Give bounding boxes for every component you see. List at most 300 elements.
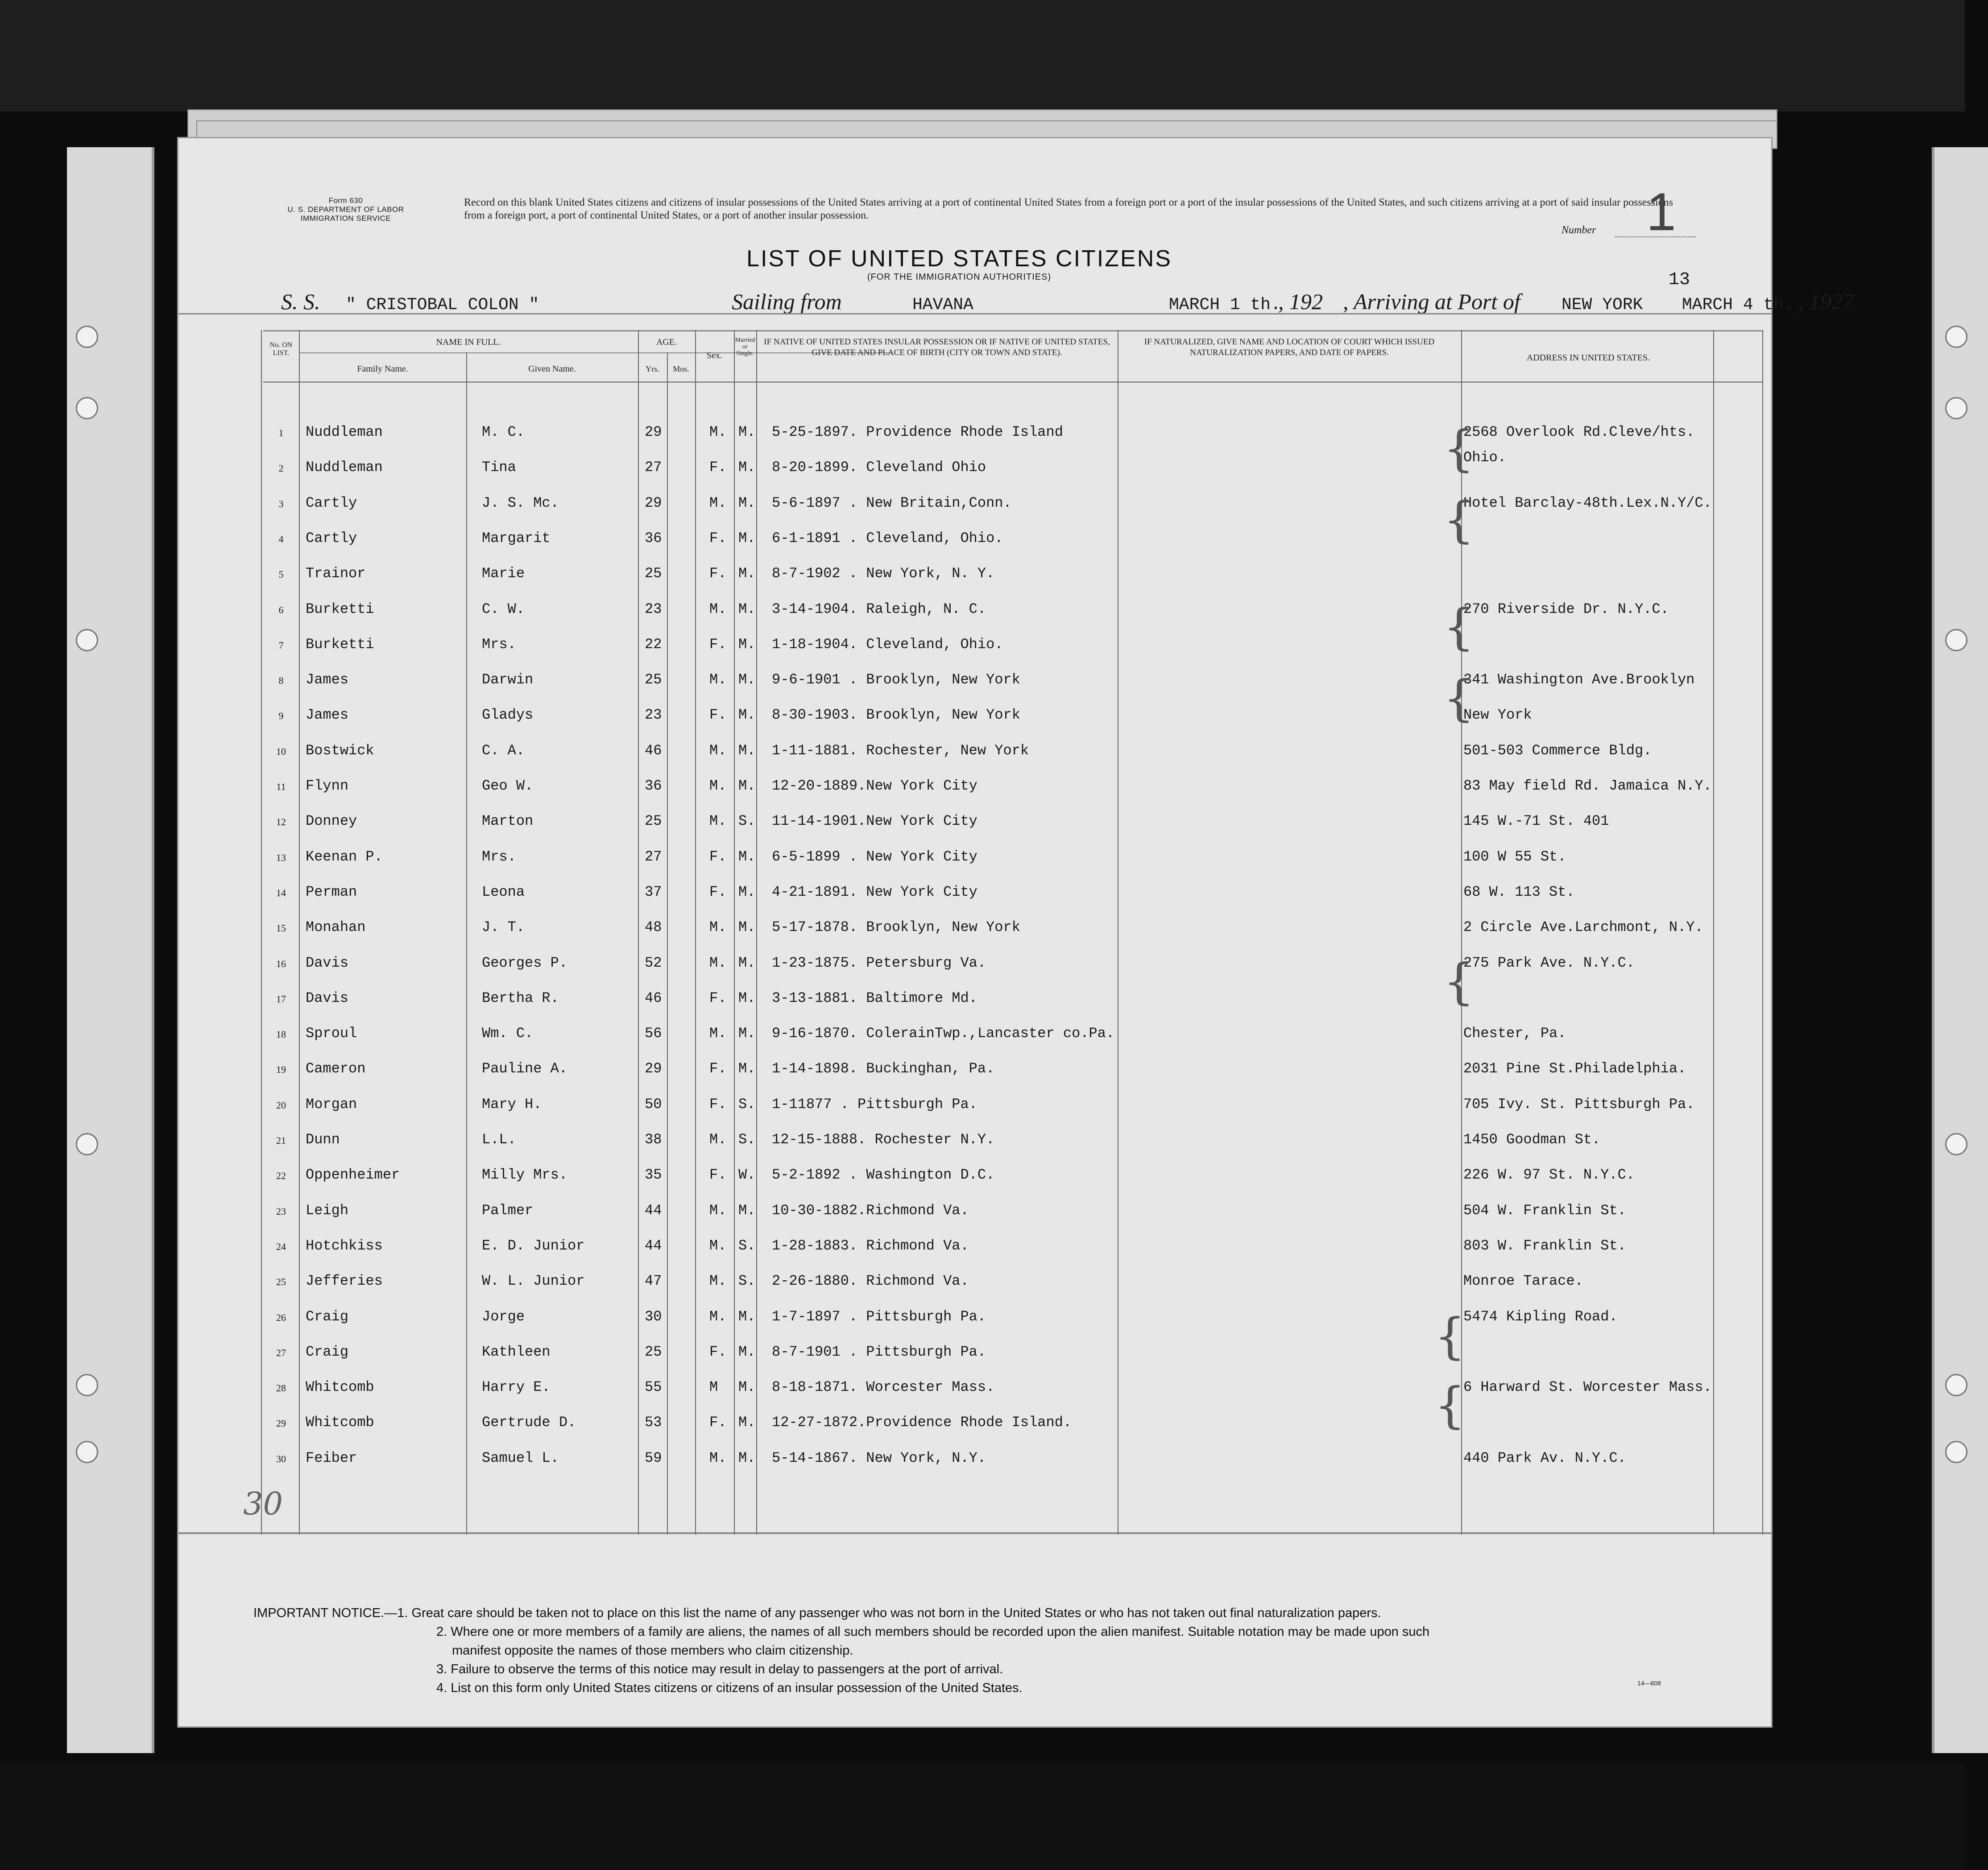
address-cell: 5474 Kipling Road. (1463, 1308, 1618, 1325)
brace-mark: { (1443, 491, 1474, 548)
record-instruction: Record on this blank United States citizens and citizens of insular possessions of the United States arriving at a port of continental United States from a foreign port or a port of the insular possessions of the United States, and such citizens arriving at a port of said insular possessions from a foreign port, a port of continental United States, or a port of another insular possession. (464, 197, 1673, 221)
row-number: 10 (276, 745, 286, 757)
family-name-cell: Flynn (306, 778, 349, 794)
to-port: NEW YORK (1561, 295, 1643, 314)
family-name-cell: Oppenheimer (306, 1167, 400, 1183)
birth-cell: 5-6-1897 . New Britain,Conn. (772, 494, 1012, 511)
row-number: 12 (276, 816, 286, 828)
marital-status-cell: M. (738, 530, 756, 546)
binder-hole (76, 1441, 98, 1463)
marital-status-cell: M. (738, 1202, 756, 1219)
birth-cell: 10-30-1882.Richmond Va. (772, 1202, 969, 1219)
sex-cell: F. (709, 459, 727, 476)
given-name-cell: J. T. (482, 919, 525, 936)
birth-cell: 11-14-1901.New York City (772, 813, 977, 830)
family-name-cell: Monahan (306, 919, 366, 936)
row-number: 1 (278, 427, 284, 439)
film-border-top (0, 0, 1965, 112)
page-subtitle: (FOR THE IMMIGRATION AUTHORITIES) (867, 272, 1052, 282)
row-number: 25 (276, 1276, 286, 1288)
address-cell: 341 Washington Ave.Brooklyn (1463, 671, 1695, 688)
birth-cell: 5-17-1878. Brooklyn, New York (772, 919, 1020, 936)
marital-status-cell: W. (738, 1167, 756, 1183)
given-name-cell: Samuel L. (482, 1449, 559, 1466)
address-cell: 440 Park Av. N.Y.C. (1463, 1449, 1626, 1466)
marital-status-cell: M. (738, 565, 756, 582)
given-name-cell: Margarit (482, 530, 551, 546)
header-no-on-list: No. ON LIST. (269, 341, 293, 357)
birth-cell: 12-15-1888. Rochester N.Y. (772, 1131, 995, 1148)
given-name-cell: Leona (482, 883, 525, 900)
brace-mark: { (1443, 598, 1474, 655)
row-number: 22 (276, 1170, 286, 1182)
address-cell: 83 May field Rd. Jamaica N.Y. (1463, 778, 1712, 794)
age-cell: 25 (645, 813, 662, 830)
age-cell: 38 (645, 1131, 662, 1148)
row-number: 26 (276, 1311, 286, 1323)
address-cell: New York (1463, 707, 1532, 724)
binder-hole (76, 629, 98, 651)
address-cell: Chester, Pa. (1463, 1025, 1566, 1042)
binder-hole (1945, 326, 1967, 348)
film-border-bottom (0, 1762, 1965, 1870)
age-cell: 50 (645, 1096, 662, 1113)
row-number: 6 (278, 604, 284, 616)
birth-cell: 1-11877 . Pittsburgh Pa. (772, 1096, 977, 1113)
age-cell: 46 (645, 989, 662, 1006)
form-header (272, 196, 419, 223)
notice-heading: IMPORTANT NOTICE. (253, 1606, 385, 1620)
brace-mark: { (1443, 670, 1474, 727)
col-rule (299, 330, 300, 1535)
family-name-cell: Davis (306, 989, 349, 1006)
marital-status-cell: M. (738, 989, 756, 1006)
sex-cell: M. (709, 1025, 727, 1042)
birth-cell: 8-20-1899. Cleveland Ohio (772, 459, 986, 476)
binder-hole (76, 397, 98, 419)
sex-cell: M. (709, 1273, 727, 1290)
address-cell: Hotel Barclay-48th.Lex.N.Y/C. (1463, 494, 1712, 511)
brace-mark: { (1443, 420, 1474, 477)
header-address: ADDRESS IN UNITED STATES. (1526, 353, 1650, 363)
binder-strip-right (1932, 147, 1988, 1753)
family-name-cell: Keenan P. (306, 848, 383, 865)
marital-status-cell: M. (738, 883, 756, 900)
sex-cell: F. (709, 883, 727, 900)
row-number: 3 (278, 498, 284, 509)
row-number: 24 (276, 1241, 286, 1252)
family-name-cell: Whitcomb (306, 1379, 374, 1396)
birth-cell: 9-6-1901 . Brooklyn, New York (772, 671, 1020, 688)
given-name-cell: Geo W. (482, 778, 534, 794)
marital-status-cell: M. (738, 1060, 756, 1077)
header-family-name: Family Name. (357, 364, 408, 374)
voyage-line (281, 288, 1854, 314)
given-name-cell: L.L. (482, 1131, 516, 1148)
form-code: 14—608 (1637, 1680, 1661, 1687)
col-rule (638, 330, 639, 1535)
row-number: 7 (278, 639, 284, 651)
sex-cell: M. (709, 813, 727, 830)
page-number: 13 (1669, 270, 1690, 290)
marital-status-cell: M. (738, 424, 756, 440)
marital-status-cell: M. (738, 1025, 756, 1042)
from-port: HAVANA (912, 295, 973, 314)
header-married-single: Married or Single. (735, 337, 755, 357)
marital-status-cell: M. (738, 671, 756, 688)
birth-cell: 4-21-1891. New York City (772, 883, 977, 900)
marital-status-cell: M. (738, 1379, 756, 1396)
brace-mark: { (1434, 1377, 1466, 1434)
sex-cell: F. (709, 636, 727, 653)
address-cell: 275 Park Ave. N.Y.C. (1463, 954, 1635, 971)
age-cell: 55 (645, 1379, 662, 1396)
number-value: 1 (1646, 182, 1676, 242)
family-name-cell: Burketti (306, 600, 374, 617)
age-cell: 48 (645, 919, 662, 936)
given-name-cell: Gertrude D. (482, 1414, 576, 1431)
family-name-cell: Davis (306, 954, 349, 971)
row-number: 2 (278, 463, 284, 474)
binder-hole (76, 1133, 98, 1155)
address-cell: 270 Riverside Dr. N.Y.C. (1463, 600, 1669, 617)
header-mos: Mos. (673, 364, 689, 373)
birth-cell: 8-18-1871. Worcester Mass. (772, 1379, 995, 1396)
marital-status-cell: M. (738, 1449, 756, 1466)
row-number: 23 (276, 1205, 286, 1217)
table-top-border (263, 330, 1762, 331)
birth-cell: 6-5-1899 . New York City (772, 848, 977, 865)
header-given-name: Given Name. (528, 364, 576, 374)
age-cell: 59 (645, 1449, 662, 1466)
given-name-cell: Palmer (482, 1202, 534, 1219)
age-cell: 25 (645, 565, 662, 582)
sex-cell: M. (709, 600, 727, 617)
col-rule (756, 330, 757, 1535)
family-name-cell: Bostwick (306, 742, 374, 759)
address-cell: 6 Harward St. Worcester Mass. (1463, 1379, 1712, 1396)
binder-hole (1945, 1441, 1967, 1463)
age-cell: 27 (645, 848, 662, 865)
sex-cell: F. (709, 1414, 727, 1431)
given-name-cell: M. C. (482, 424, 525, 440)
col-rule (1713, 330, 1714, 1535)
marital-status-cell: M. (738, 1308, 756, 1325)
marital-status-cell: M. (738, 494, 756, 511)
arrive-year: , 1927 (1798, 289, 1854, 314)
age-cell: 37 (645, 883, 662, 900)
header-sex: Sex. (707, 351, 722, 360)
voyage-underline (178, 313, 1771, 314)
family-name-cell: Sproul (306, 1025, 357, 1042)
birth-cell: 3-13-1881. Baltimore Md. (772, 989, 977, 1006)
given-name-cell: W. L. Junior (482, 1273, 585, 1290)
birth-cell: 8-30-1903. Brooklyn, New York (772, 707, 1020, 724)
marital-status-cell: S. (738, 1131, 756, 1148)
family-name-cell: Dunn (306, 1131, 340, 1148)
year-prefix: , 192 (1278, 289, 1323, 314)
header-yrs: Yrs. (646, 364, 659, 373)
age-cell: 36 (645, 530, 662, 546)
sex-cell: F. (709, 1096, 727, 1113)
brace-mark: { (1443, 953, 1474, 1010)
family-name-cell: Cameron (306, 1060, 366, 1077)
birth-cell: 12-20-1889.New York City (772, 778, 977, 794)
given-name-cell: Marie (482, 565, 525, 582)
header-bottom-border (263, 381, 1762, 383)
sex-cell: M. (709, 1202, 727, 1219)
address-cell: 226 W. 97 St. N.Y.C. (1463, 1167, 1635, 1183)
notice-item-1: —1. Great care should be taken not to place on this list the name of any passenger who was not born in the United States or who has not taken out final naturalization papers. (384, 1606, 1381, 1620)
page-title: LIST OF UNITED STATES CITIZENS (746, 246, 1172, 272)
notice-item-2-cont: manifest opposite the names of those members who claim citizenship. (452, 1643, 853, 1658)
sex-cell: F. (709, 565, 727, 582)
notice-line-1 (253, 1604, 1726, 1622)
family-name-cell: James (306, 707, 349, 724)
marital-status-cell: M. (738, 600, 756, 617)
age-cell: 29 (645, 1060, 662, 1077)
age-cell: 46 (645, 742, 662, 759)
marital-status-cell: M. (738, 1414, 756, 1431)
binder-hole (76, 326, 98, 348)
sex-cell: F. (709, 848, 727, 865)
age-cell: 29 (645, 494, 662, 511)
marital-status-cell: S. (738, 1273, 756, 1290)
family-name-cell: Feiber (306, 1449, 357, 1466)
row-number: 16 (276, 958, 286, 969)
birth-cell: 9-16-1870. ColerainTwp.,Lancaster co.Pa. (772, 1025, 1115, 1042)
address-cell: 145 W.-71 St. 401 (1463, 813, 1609, 830)
passenger-tally: 30 (243, 1485, 283, 1522)
marital-status-cell: S. (738, 1237, 756, 1254)
sex-cell: M. (709, 919, 727, 936)
marital-status-cell: M. (738, 919, 756, 936)
row-number: 11 (276, 781, 286, 792)
given-name-cell: Mary H. (482, 1096, 542, 1113)
age-cell: 35 (645, 1167, 662, 1183)
row-number: 8 (278, 675, 284, 687)
age-cell: 23 (645, 600, 662, 617)
age-cell: 30 (645, 1308, 662, 1325)
row-number: 19 (276, 1064, 286, 1076)
sex-cell: M. (709, 1237, 727, 1254)
row-number: 30 (276, 1453, 286, 1465)
given-name-cell: Bertha R. (482, 989, 559, 1006)
age-cell: 44 (645, 1202, 662, 1219)
age-cell: 22 (645, 636, 662, 653)
family-name-cell: James (306, 671, 349, 688)
address-cell: Monroe Tarace. (1463, 1273, 1583, 1290)
row-number: 4 (278, 533, 284, 545)
given-name-cell: E. D. Junior (482, 1237, 585, 1254)
marital-status-cell: M. (738, 459, 756, 476)
manifest-page (178, 138, 1854, 1726)
header-name-in-full: NAME IN FULL. (436, 337, 501, 347)
sex-cell: M. (709, 954, 727, 971)
given-name-cell: C. W. (482, 600, 525, 617)
address-cell: 2 Circle Ave.Larchmont, N.Y. (1463, 919, 1703, 936)
family-name-cell: Craig (306, 1308, 349, 1325)
family-name-cell: Perman (306, 883, 357, 900)
family-name-cell: Cartly (306, 494, 357, 511)
sex-cell: M. (709, 494, 727, 511)
birth-cell: 1-18-1904. Cleveland, Ohio. (772, 636, 1003, 653)
row-number: 21 (276, 1135, 286, 1146)
form-number: Form 630 (328, 196, 363, 205)
birth-cell: 1-28-1883. Richmond Va. (772, 1237, 969, 1254)
list-number (1561, 182, 1695, 242)
age-cell: 56 (645, 1025, 662, 1042)
address-cell: 100 W 55 St. (1463, 848, 1566, 865)
given-name-cell: Tina (482, 459, 516, 476)
given-name-cell: Kathleen (482, 1343, 551, 1360)
birth-cell: 3-14-1904. Raleigh, N. C. (772, 600, 986, 617)
given-name-cell: Georges P. (482, 954, 568, 971)
address-cell: 2031 Pine St.Philadelphia. (1463, 1060, 1686, 1077)
row-number: 18 (276, 1029, 286, 1040)
family-name-cell: Whitcomb (306, 1414, 374, 1431)
sex-cell: M (709, 1379, 718, 1396)
given-name-cell: Darwin (482, 671, 534, 688)
given-name-cell: C. A. (482, 742, 525, 759)
age-cell: 29 (645, 424, 662, 440)
family-name-cell: Trainor (306, 565, 366, 582)
age-cell: 47 (645, 1273, 662, 1290)
arriving-label: , Arriving at Port of (1343, 289, 1520, 314)
row-number: 9 (278, 710, 284, 722)
age-cell: 44 (645, 1237, 662, 1254)
birth-cell: 6-1-1891 . Cleveland, Ohio. (772, 530, 1003, 546)
birth-cell: 1-7-1897 . Pittsburgh Pa. (772, 1308, 986, 1325)
row-number: 17 (276, 993, 286, 1005)
given-name-cell: Gladys (482, 707, 534, 724)
given-name-cell: Marton (482, 813, 534, 830)
address-cell: 504 W. Franklin St. (1463, 1202, 1626, 1219)
marital-status-cell: M. (738, 1343, 756, 1360)
family-name-cell: Nuddleman (306, 459, 383, 476)
binder-hole (1945, 1374, 1967, 1396)
binder-hole (1945, 629, 1967, 651)
sex-cell: F. (709, 1060, 727, 1077)
marital-status-cell: M. (738, 848, 756, 865)
arrive-date: MARCH 4 th. (1682, 295, 1794, 314)
family-name-cell: Cartly (306, 530, 357, 546)
address-cell: 705 Ivy. St. Pittsburgh Pa. (1463, 1096, 1695, 1113)
sex-cell: F. (709, 1343, 727, 1360)
col-rule (1762, 330, 1763, 1535)
header-naturalized: IF NATURALIZED, GIVE NAME AND LOCATION OF COURT WHICH ISSUED NATURALIZATION PAPERS, AND DATE OF PAPERS. (1144, 337, 1435, 357)
address-cell: 803 W. Franklin St. (1463, 1237, 1626, 1254)
marital-status-cell: M. (738, 742, 756, 759)
col-rule (734, 330, 735, 1535)
binder-hole (76, 1374, 98, 1396)
service-label: IMMIGRATION SERVICE (300, 214, 391, 223)
address-cell: 501-503 Commerce Bldg. (1463, 742, 1652, 759)
header-age: AGE. (656, 337, 677, 347)
header-native: IF NATIVE OF UNITED STATES INSULAR POSSESSION OR IF NATIVE OF UNITED STATES, GIVE DATE AND PLACE OF BIRTH (CITY OR TOWN AND STATE). (764, 337, 1110, 357)
col-rule (695, 330, 696, 1535)
birth-cell: 12-27-1872.Providence Rhode Island. (772, 1414, 1072, 1431)
given-name-cell: Harry E. (482, 1379, 551, 1396)
ss-label: S. S. (281, 289, 320, 314)
birth-cell: 5-25-1897. Providence Rhode Island (772, 424, 1063, 440)
col-rule (466, 352, 467, 1535)
important-notice (253, 1604, 1726, 1697)
family-name-cell: Jefferies (306, 1273, 383, 1290)
binder-hole (1945, 1133, 1967, 1155)
age-cell: 25 (645, 671, 662, 688)
family-name-cell: Morgan (306, 1096, 357, 1113)
notice-item-2: 2. Where one or more members of a family are aliens, the names of all such members should be recorded upon the alien manifest. Suitable notation may be made upon such (436, 1625, 1430, 1639)
family-name-cell: Craig (306, 1343, 349, 1360)
sex-cell: F. (709, 1167, 727, 1183)
marital-status-cell: M. (738, 778, 756, 794)
department-label: U. S. DEPARTMENT OF LABOR (287, 205, 404, 214)
row-number: 14 (276, 887, 286, 898)
marital-status-cell: S. (738, 1096, 756, 1113)
sail-date: MARCH 1 th. (1169, 295, 1281, 314)
age-cell: 23 (645, 707, 662, 724)
birth-cell: 1-23-1875. Petersburg Va. (772, 954, 986, 971)
sex-cell: M. (709, 1131, 727, 1148)
given-name-cell: Pauline A. (482, 1060, 568, 1077)
sex-cell: M. (709, 742, 727, 759)
number-label: Number (1561, 224, 1596, 236)
row-number: 29 (276, 1418, 286, 1429)
sex-cell: M. (709, 1308, 727, 1325)
age-cell: 36 (645, 778, 662, 794)
ship-name: " CRISTOBAL COLON " (346, 295, 539, 314)
sex-cell: M. (709, 424, 727, 440)
age-cell: 52 (645, 954, 662, 971)
sex-cell: M. (709, 778, 727, 794)
notice-item-3: 3. Failure to observe the terms of this notice may result in delay to passengers at the port of arrival. (436, 1662, 1003, 1676)
row-number: 28 (276, 1382, 286, 1394)
birth-cell: 8-7-1901 . Pittsburgh Pa. (772, 1343, 986, 1360)
birth-cell: 5-14-1867. New York, N.Y. (772, 1449, 986, 1466)
address-cell: 2568 Overlook Rd.Cleve/hts. (1463, 424, 1695, 440)
col-rule (261, 330, 262, 1535)
col-rule (667, 352, 668, 1535)
family-name-cell: Nuddleman (306, 424, 383, 440)
sailing-label: Sailing from (732, 289, 842, 314)
marital-status-cell: S. (738, 813, 756, 830)
given-name-cell: Jorge (482, 1308, 525, 1325)
notice-item-4: 4. List on this form only United States citizens or citizens of an insular possession of the United States. (436, 1681, 1023, 1695)
given-name-cell: Mrs. (482, 636, 516, 653)
given-name-cell: J. S. Mc. (482, 494, 559, 511)
age-cell: 27 (645, 459, 662, 476)
row-number: 13 (276, 852, 286, 863)
marital-status-cell: M. (738, 636, 756, 653)
birth-cell: 1-11-1881. Rochester, New York (772, 742, 1029, 759)
address-cell: 1450 Goodman St. (1463, 1131, 1601, 1148)
given-name-cell: Milly Mrs. (482, 1167, 568, 1183)
sex-cell: M. (709, 1449, 727, 1466)
row-number: 27 (276, 1347, 286, 1358)
binder-hole (1945, 397, 1967, 419)
row-number: 5 (278, 569, 284, 580)
sex-cell: F. (709, 530, 727, 546)
family-name-cell: Donney (306, 813, 357, 830)
table-bottom-border (178, 1532, 1771, 1534)
row-number: 15 (276, 923, 286, 934)
birth-cell: 1-14-1898. Buckinghan, Pa. (772, 1060, 995, 1077)
age-cell: 25 (645, 1343, 662, 1360)
binder-strip-left (67, 147, 154, 1753)
brace-mark: { (1434, 1307, 1466, 1365)
family-name-cell: Burketti (306, 636, 374, 653)
